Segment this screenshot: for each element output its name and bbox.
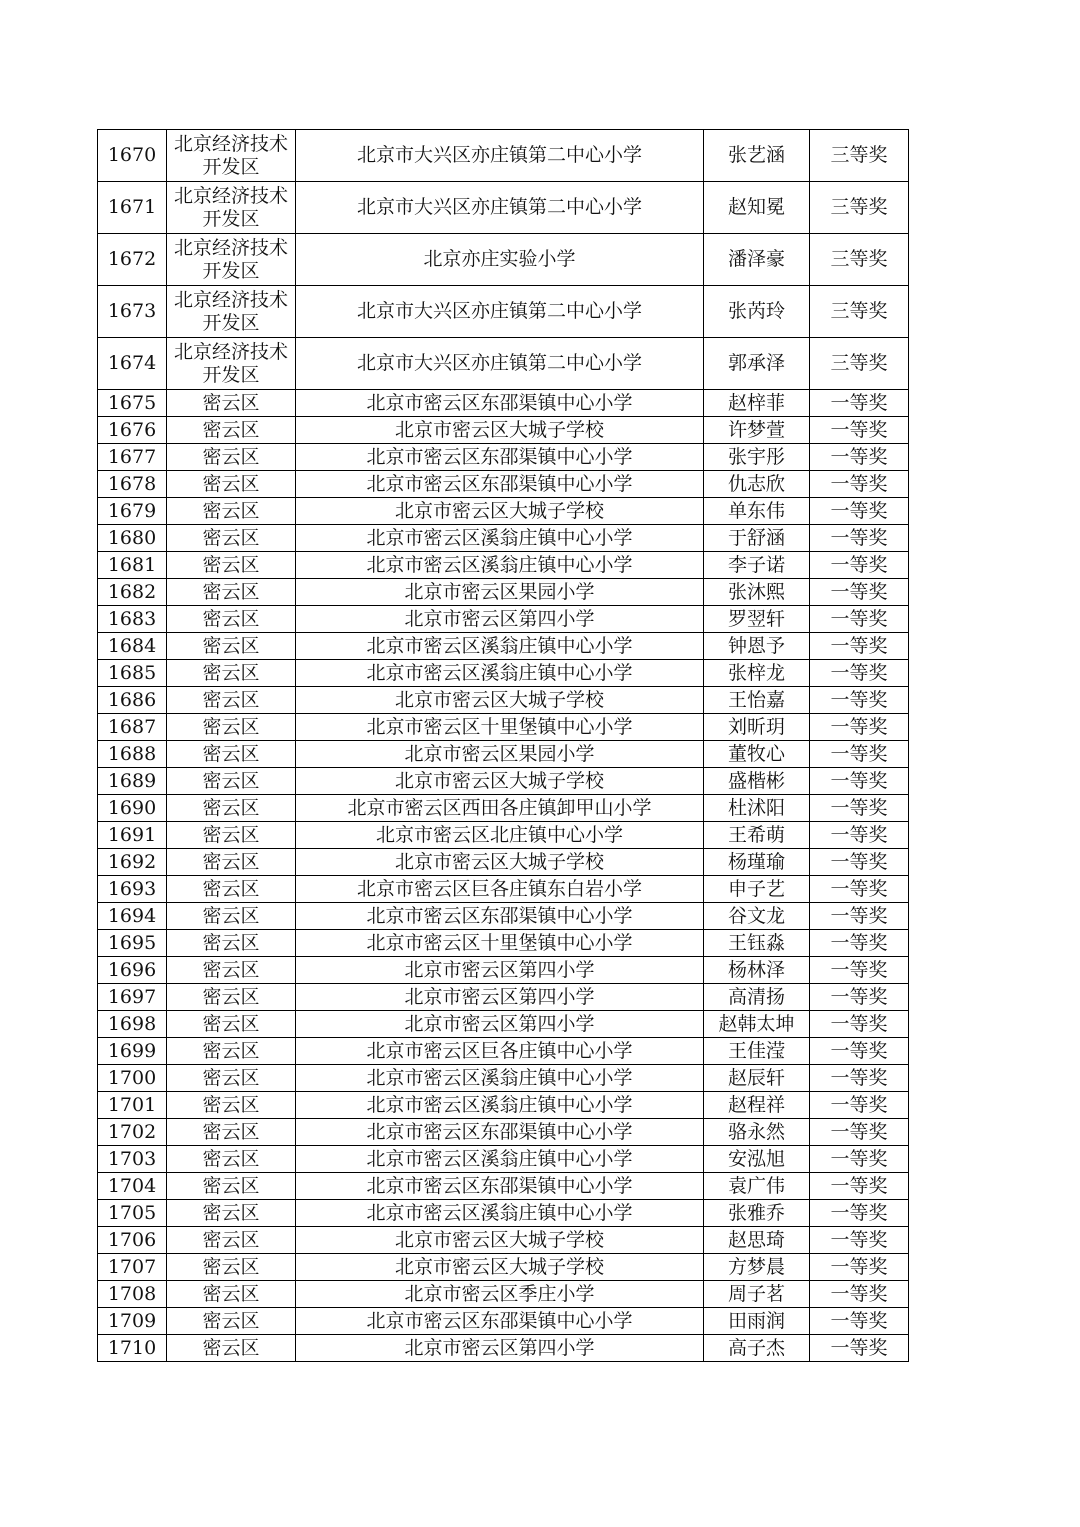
district-cell: 密云区 — [167, 1038, 296, 1065]
district-cell: 密云区 — [167, 1011, 296, 1038]
school-cell: 北京市密云区东邵渠镇中心小学 — [296, 1308, 704, 1335]
table-row — [98, 687, 909, 714]
award-level: 一等奖 — [810, 1038, 909, 1065]
student-name: 高清扬 — [704, 984, 810, 1011]
district-cell: 密云区 — [167, 1227, 296, 1254]
district-cell: 北京经济技术开发区 — [167, 286, 296, 338]
row-number: 1695 — [98, 930, 167, 957]
student-name: 张梓龙 — [704, 660, 810, 687]
school-cell: 北京市密云区十里堡镇中心小学 — [296, 714, 704, 741]
school-cell: 北京市密云区东邵渠镇中心小学 — [296, 471, 704, 498]
school-cell: 北京市密云区巨各庄镇中心小学 — [296, 1038, 704, 1065]
student-name: 杜沭阳 — [704, 795, 810, 822]
row-number: 1688 — [98, 741, 167, 768]
student-name: 于舒涵 — [704, 525, 810, 552]
district-cell: 密云区 — [167, 957, 296, 984]
district-cell: 密云区 — [167, 714, 296, 741]
row-number: 1700 — [98, 1065, 167, 1092]
school-cell: 北京市密云区第四小学 — [296, 606, 704, 633]
award-level: 一等奖 — [810, 903, 909, 930]
award-level: 三等奖 — [810, 182, 909, 234]
student-name: 张艺涵 — [704, 130, 810, 182]
school-cell: 北京市密云区溪翁庄镇中心小学 — [296, 1200, 704, 1227]
table-row — [98, 390, 909, 417]
student-name: 张沐熙 — [704, 579, 810, 606]
award-level: 一等奖 — [810, 930, 909, 957]
student-name: 赵韩太坤 — [704, 1011, 810, 1038]
district-cell: 密云区 — [167, 876, 296, 903]
table-row — [98, 1092, 909, 1119]
student-name: 张芮玲 — [704, 286, 810, 338]
district-cell: 北京经济技术开发区 — [167, 338, 296, 390]
district-cell: 密云区 — [167, 417, 296, 444]
student-name: 赵思琦 — [704, 1227, 810, 1254]
award-level: 一等奖 — [810, 552, 909, 579]
table-row — [98, 471, 909, 498]
school-cell: 北京市密云区溪翁庄镇中心小学 — [296, 660, 704, 687]
award-table — [97, 129, 909, 1362]
district-cell: 密云区 — [167, 822, 296, 849]
district-cell: 密云区 — [167, 444, 296, 471]
school-cell: 北京市密云区季庄小学 — [296, 1281, 704, 1308]
school-cell: 北京市密云区大城子学校 — [296, 417, 704, 444]
award-level: 一等奖 — [810, 633, 909, 660]
row-number: 1686 — [98, 687, 167, 714]
table-row — [98, 660, 909, 687]
award-level: 一等奖 — [810, 687, 909, 714]
row-number: 1687 — [98, 714, 167, 741]
school-cell: 北京市密云区第四小学 — [296, 984, 704, 1011]
student-name: 申子艺 — [704, 876, 810, 903]
school-cell: 北京市密云区北庄镇中心小学 — [296, 822, 704, 849]
row-number: 1677 — [98, 444, 167, 471]
table-row — [98, 1065, 909, 1092]
table-row — [98, 849, 909, 876]
award-level: 一等奖 — [810, 498, 909, 525]
award-level: 一等奖 — [810, 1200, 909, 1227]
table-row — [98, 768, 909, 795]
student-name: 杨瑾瑜 — [704, 849, 810, 876]
district-cell: 密云区 — [167, 525, 296, 552]
district-cell: 北京经济技术开发区 — [167, 234, 296, 286]
school-cell: 北京市密云区西田各庄镇卸甲山小学 — [296, 795, 704, 822]
row-number: 1692 — [98, 849, 167, 876]
award-level: 一等奖 — [810, 849, 909, 876]
row-number: 1670 — [98, 130, 167, 182]
school-cell: 北京市大兴区亦庄镇第二中心小学 — [296, 130, 704, 182]
table-row — [98, 444, 909, 471]
student-name: 钟恩予 — [704, 633, 810, 660]
table-row — [98, 182, 909, 234]
row-number: 1699 — [98, 1038, 167, 1065]
student-name: 赵程祥 — [704, 1092, 810, 1119]
district-cell: 密云区 — [167, 849, 296, 876]
school-cell: 北京市密云区十里堡镇中心小学 — [296, 930, 704, 957]
school-cell: 北京市大兴区亦庄镇第二中心小学 — [296, 182, 704, 234]
award-level: 一等奖 — [810, 1119, 909, 1146]
row-number: 1696 — [98, 957, 167, 984]
student-name: 赵梓菲 — [704, 390, 810, 417]
school-cell: 北京市密云区溪翁庄镇中心小学 — [296, 525, 704, 552]
table-row — [98, 1254, 909, 1281]
table-row — [98, 1119, 909, 1146]
school-cell: 北京市密云区溪翁庄镇中心小学 — [296, 1092, 704, 1119]
school-cell: 北京市密云区东邵渠镇中心小学 — [296, 1119, 704, 1146]
student-name: 骆永然 — [704, 1119, 810, 1146]
student-name: 王怡嘉 — [704, 687, 810, 714]
district-cell: 密云区 — [167, 1065, 296, 1092]
district-cell: 密云区 — [167, 903, 296, 930]
table-row — [98, 984, 909, 1011]
student-name: 赵知冕 — [704, 182, 810, 234]
school-cell: 北京市密云区东邵渠镇中心小学 — [296, 390, 704, 417]
table-row — [98, 1200, 909, 1227]
award-level: 一等奖 — [810, 876, 909, 903]
award-level: 一等奖 — [810, 714, 909, 741]
award-level: 三等奖 — [810, 234, 909, 286]
table-row — [98, 957, 909, 984]
school-cell: 北京市密云区大城子学校 — [296, 687, 704, 714]
student-name: 单东伟 — [704, 498, 810, 525]
table-row — [98, 234, 909, 286]
award-level: 三等奖 — [810, 130, 909, 182]
district-cell: 密云区 — [167, 633, 296, 660]
school-cell: 北京市密云区巨各庄镇东白岩小学 — [296, 876, 704, 903]
district-cell: 密云区 — [167, 984, 296, 1011]
row-number: 1691 — [98, 822, 167, 849]
row-number: 1684 — [98, 633, 167, 660]
school-cell: 北京市大兴区亦庄镇第二中心小学 — [296, 338, 704, 390]
row-number: 1674 — [98, 338, 167, 390]
row-number: 1678 — [98, 471, 167, 498]
row-number: 1676 — [98, 417, 167, 444]
award-level: 一等奖 — [810, 822, 909, 849]
row-number: 1694 — [98, 903, 167, 930]
school-cell: 北京市密云区第四小学 — [296, 957, 704, 984]
district-cell: 密云区 — [167, 606, 296, 633]
table-row — [98, 498, 909, 525]
award-level: 一等奖 — [810, 957, 909, 984]
award-level: 一等奖 — [810, 1173, 909, 1200]
student-name: 杨林泽 — [704, 957, 810, 984]
district-cell: 密云区 — [167, 1254, 296, 1281]
district-cell: 密云区 — [167, 1200, 296, 1227]
row-number: 1680 — [98, 525, 167, 552]
district-cell: 密云区 — [167, 687, 296, 714]
district-cell: 北京经济技术开发区 — [167, 130, 296, 182]
award-level: 一等奖 — [810, 1227, 909, 1254]
table-row — [98, 525, 909, 552]
school-cell: 北京市密云区东邵渠镇中心小学 — [296, 903, 704, 930]
table-row — [98, 130, 909, 182]
district-cell: 密云区 — [167, 741, 296, 768]
student-name: 安泓旭 — [704, 1146, 810, 1173]
school-cell: 北京市密云区第四小学 — [296, 1011, 704, 1038]
table-row — [98, 606, 909, 633]
award-level: 一等奖 — [810, 579, 909, 606]
table-row — [98, 1281, 909, 1308]
row-number: 1672 — [98, 234, 167, 286]
district-cell: 密云区 — [167, 930, 296, 957]
school-cell: 北京市密云区大城子学校 — [296, 768, 704, 795]
student-name: 方梦晨 — [704, 1254, 810, 1281]
row-number: 1683 — [98, 606, 167, 633]
award-level: 一等奖 — [810, 660, 909, 687]
row-number: 1705 — [98, 1200, 167, 1227]
student-name: 王希萌 — [704, 822, 810, 849]
award-level: 一等奖 — [810, 471, 909, 498]
student-name: 李子诺 — [704, 552, 810, 579]
student-name: 田雨润 — [704, 1308, 810, 1335]
award-level: 一等奖 — [810, 795, 909, 822]
school-cell: 北京市密云区大城子学校 — [296, 498, 704, 525]
student-name: 罗翌轩 — [704, 606, 810, 633]
student-name: 赵辰轩 — [704, 1065, 810, 1092]
school-cell: 北京市密云区大城子学校 — [296, 1227, 704, 1254]
row-number: 1701 — [98, 1092, 167, 1119]
table-row — [98, 1146, 909, 1173]
row-number: 1693 — [98, 876, 167, 903]
row-number: 1690 — [98, 795, 167, 822]
table-row — [98, 1173, 909, 1200]
table-row — [98, 338, 909, 390]
table-row — [98, 822, 909, 849]
row-number: 1708 — [98, 1281, 167, 1308]
student-name: 刘昕玥 — [704, 714, 810, 741]
student-name: 张宇彤 — [704, 444, 810, 471]
row-number: 1681 — [98, 552, 167, 579]
school-cell: 北京市密云区大城子学校 — [296, 849, 704, 876]
student-name: 谷文龙 — [704, 903, 810, 930]
student-name: 郭承泽 — [704, 338, 810, 390]
award-level: 一等奖 — [810, 1146, 909, 1173]
school-cell: 北京市密云区东邵渠镇中心小学 — [296, 1173, 704, 1200]
district-cell: 密云区 — [167, 1281, 296, 1308]
school-cell: 北京市密云区大城子学校 — [296, 1254, 704, 1281]
school-cell: 北京亦庄实验小学 — [296, 234, 704, 286]
row-number: 1682 — [98, 579, 167, 606]
district-cell: 密云区 — [167, 768, 296, 795]
table-row — [98, 1335, 909, 1362]
row-number: 1707 — [98, 1254, 167, 1281]
table-row — [98, 876, 909, 903]
row-number: 1697 — [98, 984, 167, 1011]
table-row — [98, 714, 909, 741]
row-number: 1698 — [98, 1011, 167, 1038]
district-cell: 密云区 — [167, 1146, 296, 1173]
award-level: 一等奖 — [810, 768, 909, 795]
district-cell: 密云区 — [167, 552, 296, 579]
table-row — [98, 633, 909, 660]
award-level: 一等奖 — [810, 741, 909, 768]
table-row — [98, 930, 909, 957]
award-level: 三等奖 — [810, 286, 909, 338]
school-cell: 北京市密云区第四小学 — [296, 1335, 704, 1362]
award-level: 一等奖 — [810, 525, 909, 552]
district-cell: 密云区 — [167, 660, 296, 687]
table-row — [98, 552, 909, 579]
district-cell: 密云区 — [167, 1173, 296, 1200]
row-number: 1671 — [98, 182, 167, 234]
row-number: 1704 — [98, 1173, 167, 1200]
student-name: 董牧心 — [704, 741, 810, 768]
award-level: 一等奖 — [810, 390, 909, 417]
student-name: 张雅乔 — [704, 1200, 810, 1227]
award-table-body — [98, 130, 909, 1362]
award-level: 一等奖 — [810, 1281, 909, 1308]
student-name: 许梦萱 — [704, 417, 810, 444]
row-number: 1706 — [98, 1227, 167, 1254]
student-name: 潘泽豪 — [704, 234, 810, 286]
award-level: 一等奖 — [810, 1308, 909, 1335]
row-number: 1709 — [98, 1308, 167, 1335]
table-row — [98, 579, 909, 606]
district-cell: 密云区 — [167, 1092, 296, 1119]
school-cell: 北京市密云区溪翁庄镇中心小学 — [296, 1065, 704, 1092]
award-level: 一等奖 — [810, 1335, 909, 1362]
row-number: 1689 — [98, 768, 167, 795]
row-number: 1673 — [98, 286, 167, 338]
table-row — [98, 286, 909, 338]
district-cell: 密云区 — [167, 498, 296, 525]
district-cell: 密云区 — [167, 1308, 296, 1335]
district-cell: 密云区 — [167, 1119, 296, 1146]
school-cell: 北京市大兴区亦庄镇第二中心小学 — [296, 286, 704, 338]
row-number: 1679 — [98, 498, 167, 525]
row-number: 1685 — [98, 660, 167, 687]
school-cell: 北京市密云区东邵渠镇中心小学 — [296, 444, 704, 471]
award-level: 一等奖 — [810, 984, 909, 1011]
school-cell: 北京市密云区果园小学 — [296, 741, 704, 768]
award-level: 一等奖 — [810, 606, 909, 633]
school-cell: 北京市密云区溪翁庄镇中心小学 — [296, 1146, 704, 1173]
student-name: 王佳滢 — [704, 1038, 810, 1065]
school-cell: 北京市密云区果园小学 — [296, 579, 704, 606]
school-cell: 北京市密云区溪翁庄镇中心小学 — [296, 633, 704, 660]
school-cell: 北京市密云区溪翁庄镇中心小学 — [296, 552, 704, 579]
award-level: 一等奖 — [810, 1092, 909, 1119]
district-cell: 密云区 — [167, 471, 296, 498]
row-number: 1675 — [98, 390, 167, 417]
table-row — [98, 1038, 909, 1065]
district-cell: 密云区 — [167, 795, 296, 822]
student-name: 仇志欣 — [704, 471, 810, 498]
award-level: 一等奖 — [810, 1011, 909, 1038]
district-cell: 北京经济技术开发区 — [167, 182, 296, 234]
table-row — [98, 1011, 909, 1038]
table-row — [98, 1308, 909, 1335]
table-row — [98, 903, 909, 930]
table-row — [98, 1227, 909, 1254]
district-cell: 密云区 — [167, 390, 296, 417]
student-name: 盛楷彬 — [704, 768, 810, 795]
row-number: 1710 — [98, 1335, 167, 1362]
student-name: 高子杰 — [704, 1335, 810, 1362]
student-name: 周子茗 — [704, 1281, 810, 1308]
table-row — [98, 741, 909, 768]
award-level: 一等奖 — [810, 444, 909, 471]
award-level: 一等奖 — [810, 1065, 909, 1092]
table-row — [98, 795, 909, 822]
student-name: 袁广伟 — [704, 1173, 810, 1200]
district-cell: 密云区 — [167, 1335, 296, 1362]
district-cell: 密云区 — [167, 579, 296, 606]
award-level: 三等奖 — [810, 338, 909, 390]
award-level: 一等奖 — [810, 417, 909, 444]
table-row — [98, 417, 909, 444]
row-number: 1703 — [98, 1146, 167, 1173]
award-level: 一等奖 — [810, 1254, 909, 1281]
student-name: 王钰淼 — [704, 930, 810, 957]
row-number: 1702 — [98, 1119, 167, 1146]
